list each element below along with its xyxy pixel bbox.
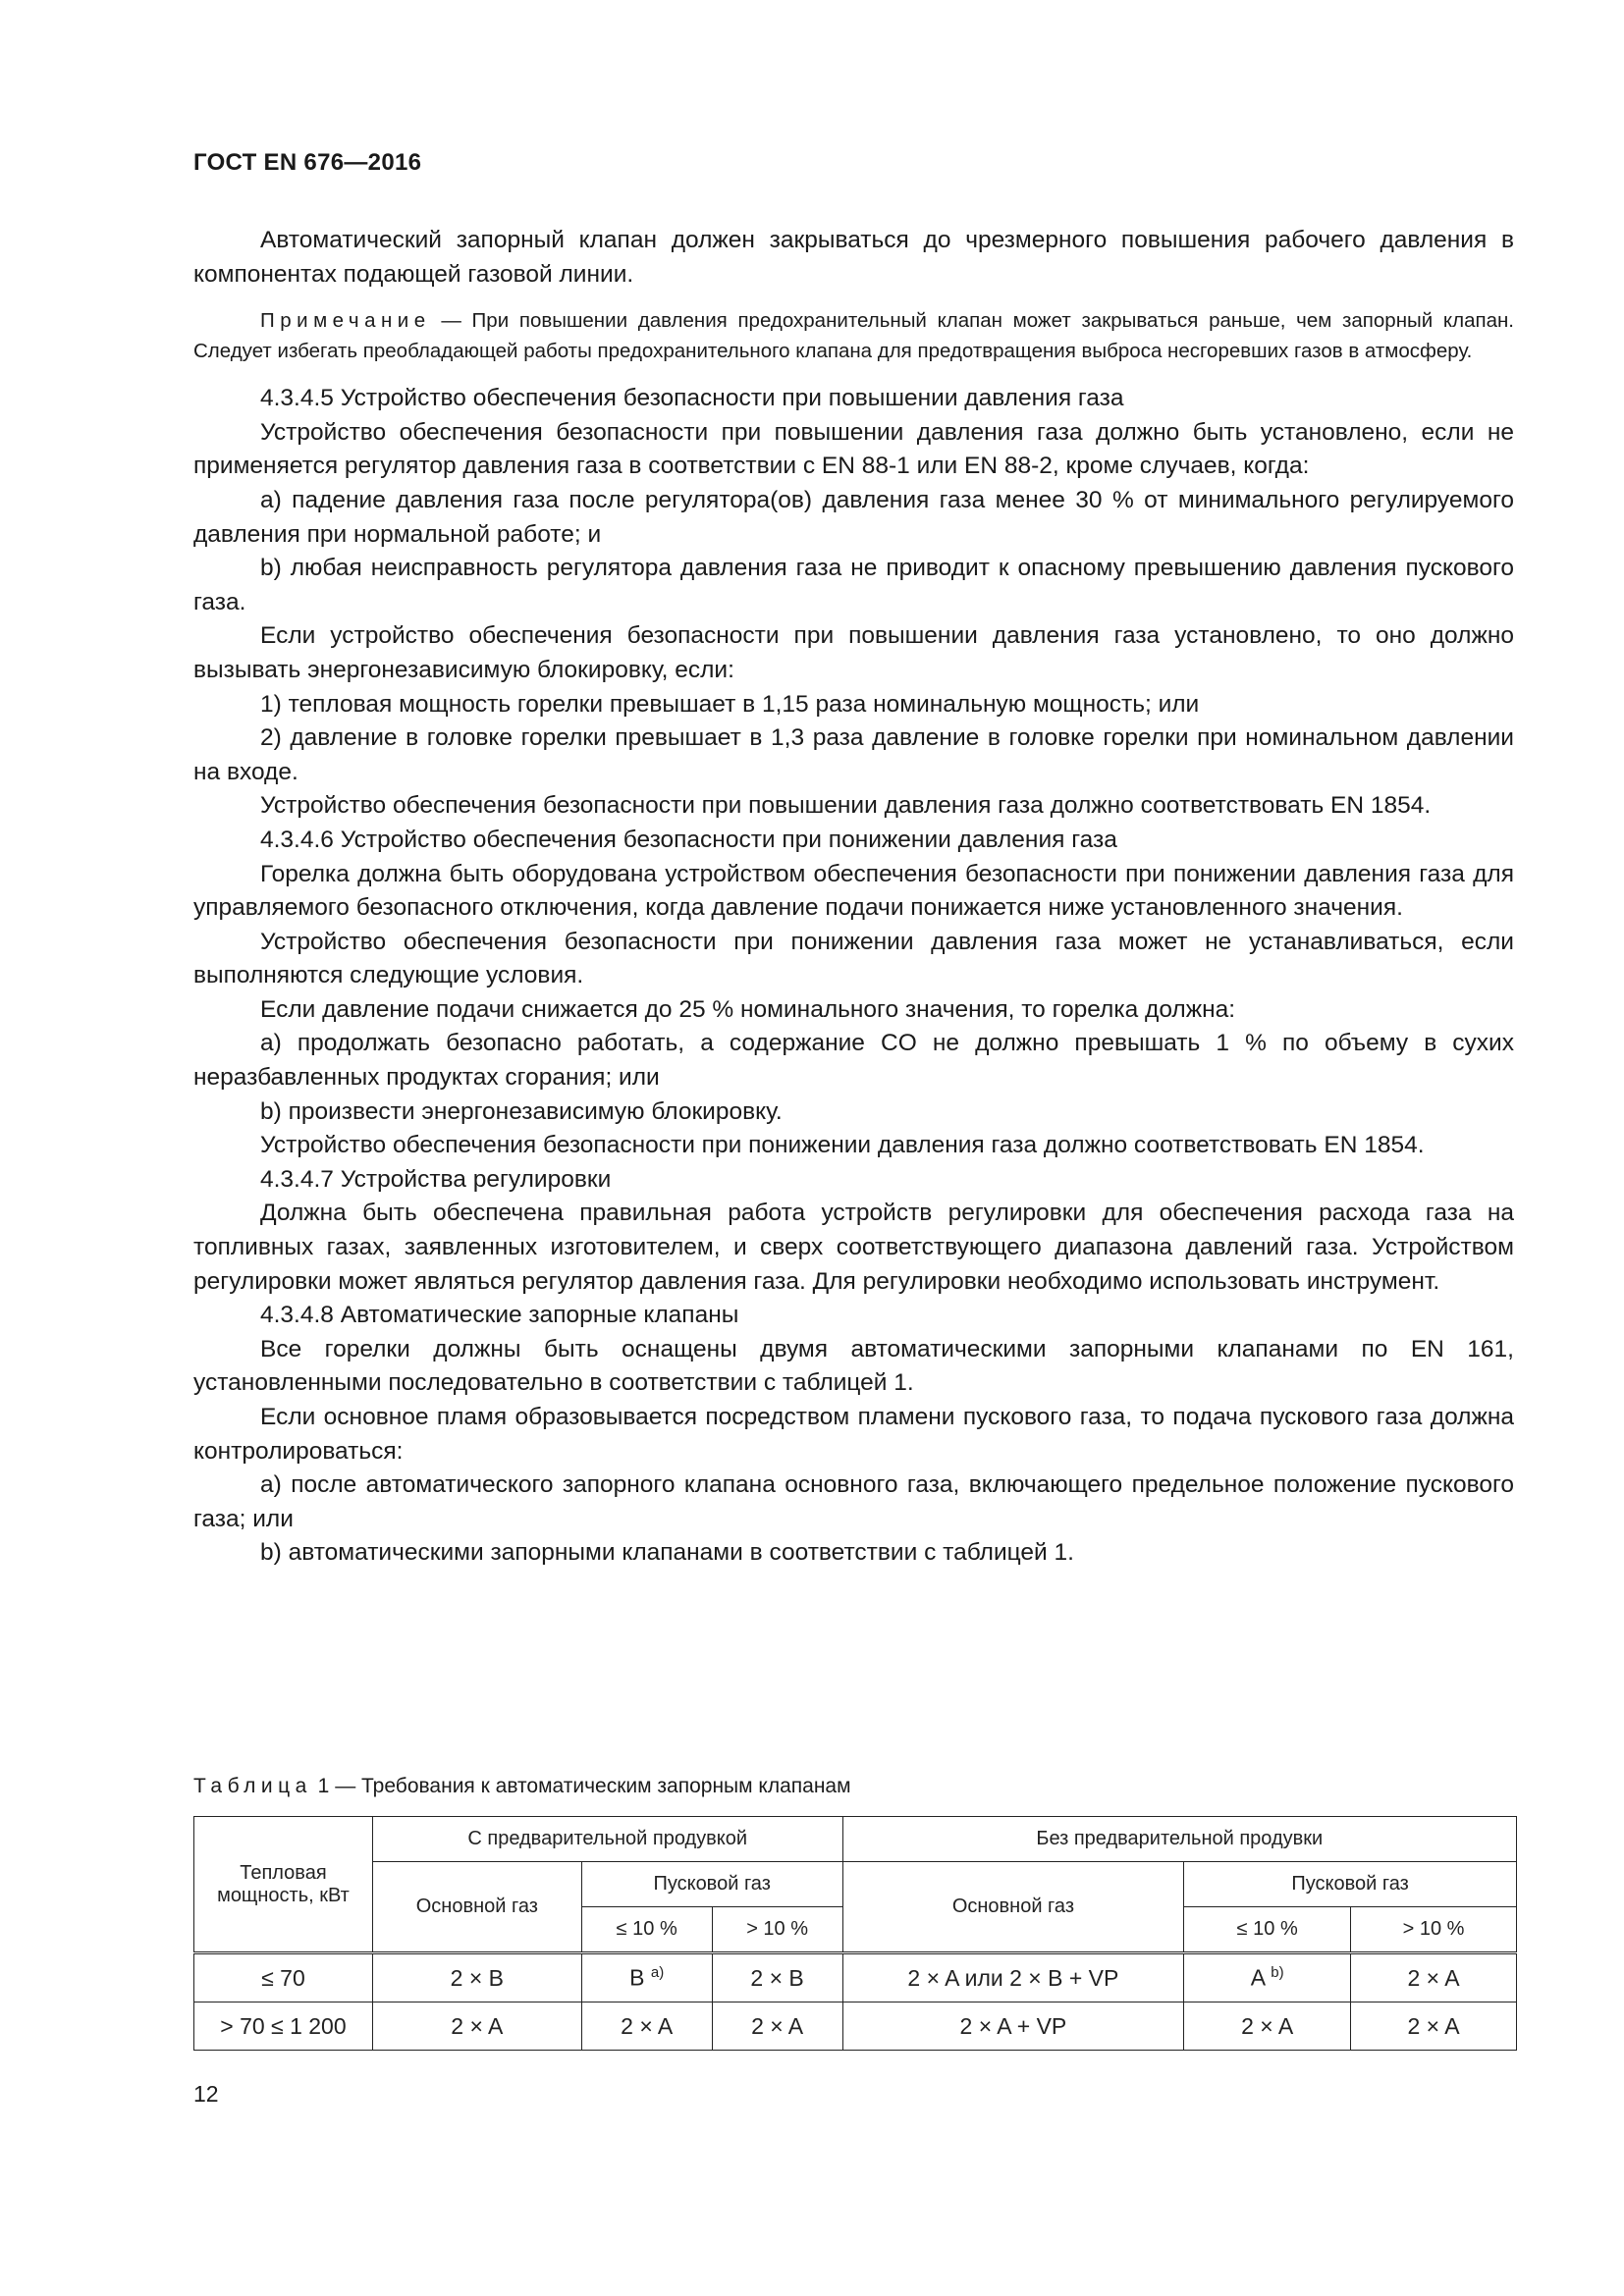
list-item: a) падение давления газа после регулятора(ов) давления газа менее 30 % от минимального регулируемого давления при нормальной работе; и bbox=[193, 486, 1514, 548]
cell-value: A bbox=[1250, 1964, 1265, 1991]
paragraph: Устройство обеспечения безопасности при понижении давления газа может не устанавливаться, если выполняются следующие условия. bbox=[193, 928, 1514, 989]
group-header-nopurge: Без предварительной продувки bbox=[842, 1817, 1516, 1862]
table-caption-text: 1 — Требования к автоматическим запорным клапанам bbox=[311, 1775, 851, 1797]
cell: 2 × A + VP bbox=[842, 2002, 1184, 2051]
paragraph: Устройство обеспечения безопасности при повышении давления газа должно быть установлено, если не применяется регулятор давления газа в соответствии с EN 88-1 или EN 88-2, кроме случаев, когда: bbox=[193, 418, 1514, 480]
page-number: 12 bbox=[193, 2081, 219, 2107]
note-text: — При повышении давления предохранительный клапан может закрываться раньше, чем запорный клапан. Следует избегать преобладающей работы предохранительного клапана для предотвращения выброса несгоревших газов в атмосферу. bbox=[193, 309, 1514, 363]
table-caption bbox=[193, 1775, 851, 1798]
section-heading: 4.3.4.6 Устройство обеспечения безопасности при понижении давления газа bbox=[260, 826, 1117, 853]
paragraph: Устройство обеспечения безопасности при повышении давления газа должно соответствовать EN 1854. bbox=[260, 792, 1432, 820]
cell-power: > 70 ≤ 1 200 bbox=[194, 2002, 373, 2051]
cell bbox=[581, 1953, 712, 2002]
paragraph: Устройство обеспечения безопасности при понижении давления газа должно соответствовать EN 1854. bbox=[260, 1132, 1425, 1159]
col-header-power: Тепловая мощность, кВт bbox=[194, 1817, 373, 1953]
section-heading: 4.3.4.8 Автоматические запорные клапаны bbox=[260, 1302, 739, 1329]
paragraph: Если устройство обеспечения безопасности при повышении давления газа установлено, то оно должно вызывать энергонезависимую блокировку, если: bbox=[193, 622, 1514, 683]
list-item: b) любая неисправность регулятора давления газа не приводит к опасному превышению давления пускового газа. bbox=[193, 555, 1514, 615]
list-item: b) произвести энергонезависимую блокировку. bbox=[260, 1097, 783, 1125]
cell-power: ≤ 70 bbox=[194, 1953, 373, 2002]
list-item: 1) тепловая мощность горелки превышает в 1,15 раза номинальную мощность; или bbox=[260, 690, 1200, 718]
col-header-main-gas: Основной газ bbox=[842, 1862, 1184, 1953]
table-row bbox=[194, 2002, 1517, 2051]
list-item: a) продолжать безопасно работать, а содержание CO не должно превышать 1 % по объему в сухих неразбавленных продуктах сгорания; или bbox=[193, 1030, 1514, 1092]
cell-value: B bbox=[629, 1964, 645, 1991]
footnote-ref: b) bbox=[1271, 1964, 1284, 1982]
cell: 2 × A bbox=[1184, 2002, 1351, 2051]
col-header-gt10: > 10 % bbox=[712, 1907, 842, 1953]
paragraph: Все горелки должны быть оснащены двумя автоматическими запорными клапанами по EN 161, установленными последовательно в соответствии с таблицей 1. bbox=[193, 1335, 1514, 1397]
body-text bbox=[193, 224, 1514, 1571]
cell: 2 × B bbox=[372, 1953, 581, 2002]
cell: 2 × B bbox=[712, 1953, 842, 2002]
col-header-le10: ≤ 10 % bbox=[581, 1907, 712, 1953]
note-label: Примечание bbox=[260, 309, 431, 333]
cell: 2 × A bbox=[1351, 1953, 1517, 2002]
cell: 2 × A bbox=[1351, 2002, 1517, 2051]
col-header-start-gas: Пусковой газ bbox=[1184, 1862, 1517, 1907]
col-header-start-gas: Пусковой газ bbox=[581, 1862, 842, 1907]
list-item: 2) давление в головке горелки превышает в 1,3 раза давление в головке горелки при номинальном давлении на входе. bbox=[193, 724, 1514, 785]
document-header: ГОСТ EN 676—2016 bbox=[193, 149, 422, 176]
col-header-gt10: > 10 % bbox=[1351, 1907, 1517, 1953]
paragraph: Если основное пламя образовывается посредством пламени пускового газа, то подача пускового газа должна контролироваться: bbox=[193, 1404, 1514, 1465]
list-item: a) после автоматического запорного клапана основного газа, включающего предельное положение пускового газа; или bbox=[193, 1471, 1514, 1532]
valve-requirements-table bbox=[193, 1816, 1517, 2051]
paragraph: Горелка должна быть оборудована устройством обеспечения безопасности при понижении давления газа для управляемого безопасного отключения, когда давление подачи понижается ниже установленного значения. bbox=[193, 860, 1514, 922]
cell bbox=[1184, 1953, 1351, 2002]
note bbox=[193, 305, 1514, 366]
section-heading: 4.3.4.7 Устройства регулировки bbox=[260, 1165, 612, 1193]
cell: 2 × A bbox=[372, 2002, 581, 2051]
list-item: b) автоматическими запорными клапанами в соответствии с таблицей 1. bbox=[260, 1539, 1074, 1567]
cell: 2 × A bbox=[712, 2002, 842, 2051]
table-row bbox=[194, 1953, 1517, 2002]
paragraph: Должна быть обеспечена правильная работа устройств регулировки для обеспечения расхода газа на топливных газах, заявленных изготовителем, и сверх соответствующего диапазона давлений газа. Устройством регулировки может являться регулятор давления газа. Для регулировки необходимо использовать инструмент. bbox=[193, 1200, 1514, 1295]
section-heading: 4.3.4.5 Устройство обеспечения безопасности при повышении давления газа bbox=[260, 385, 1124, 412]
col-header-le10: ≤ 10 % bbox=[1184, 1907, 1351, 1953]
footnote-ref: a) bbox=[650, 1964, 665, 1982]
paragraph: Автоматический запорный клапан должен закрываться до чрезмерного повышения рабочего давления в компонентах подающей газовой линии. bbox=[193, 227, 1514, 288]
group-header-purge: С предварительной продувкой bbox=[372, 1817, 842, 1862]
table-caption-label: Таблица bbox=[193, 1775, 312, 1797]
cell: 2 × A или 2 × B + VP bbox=[842, 1953, 1184, 2002]
cell: 2 × A bbox=[581, 2002, 712, 2051]
paragraph: Если давление подачи снижается до 25 % номинального значения, то горелка должна: bbox=[260, 995, 1236, 1023]
col-header-main-gas: Основной газ bbox=[372, 1862, 581, 1953]
